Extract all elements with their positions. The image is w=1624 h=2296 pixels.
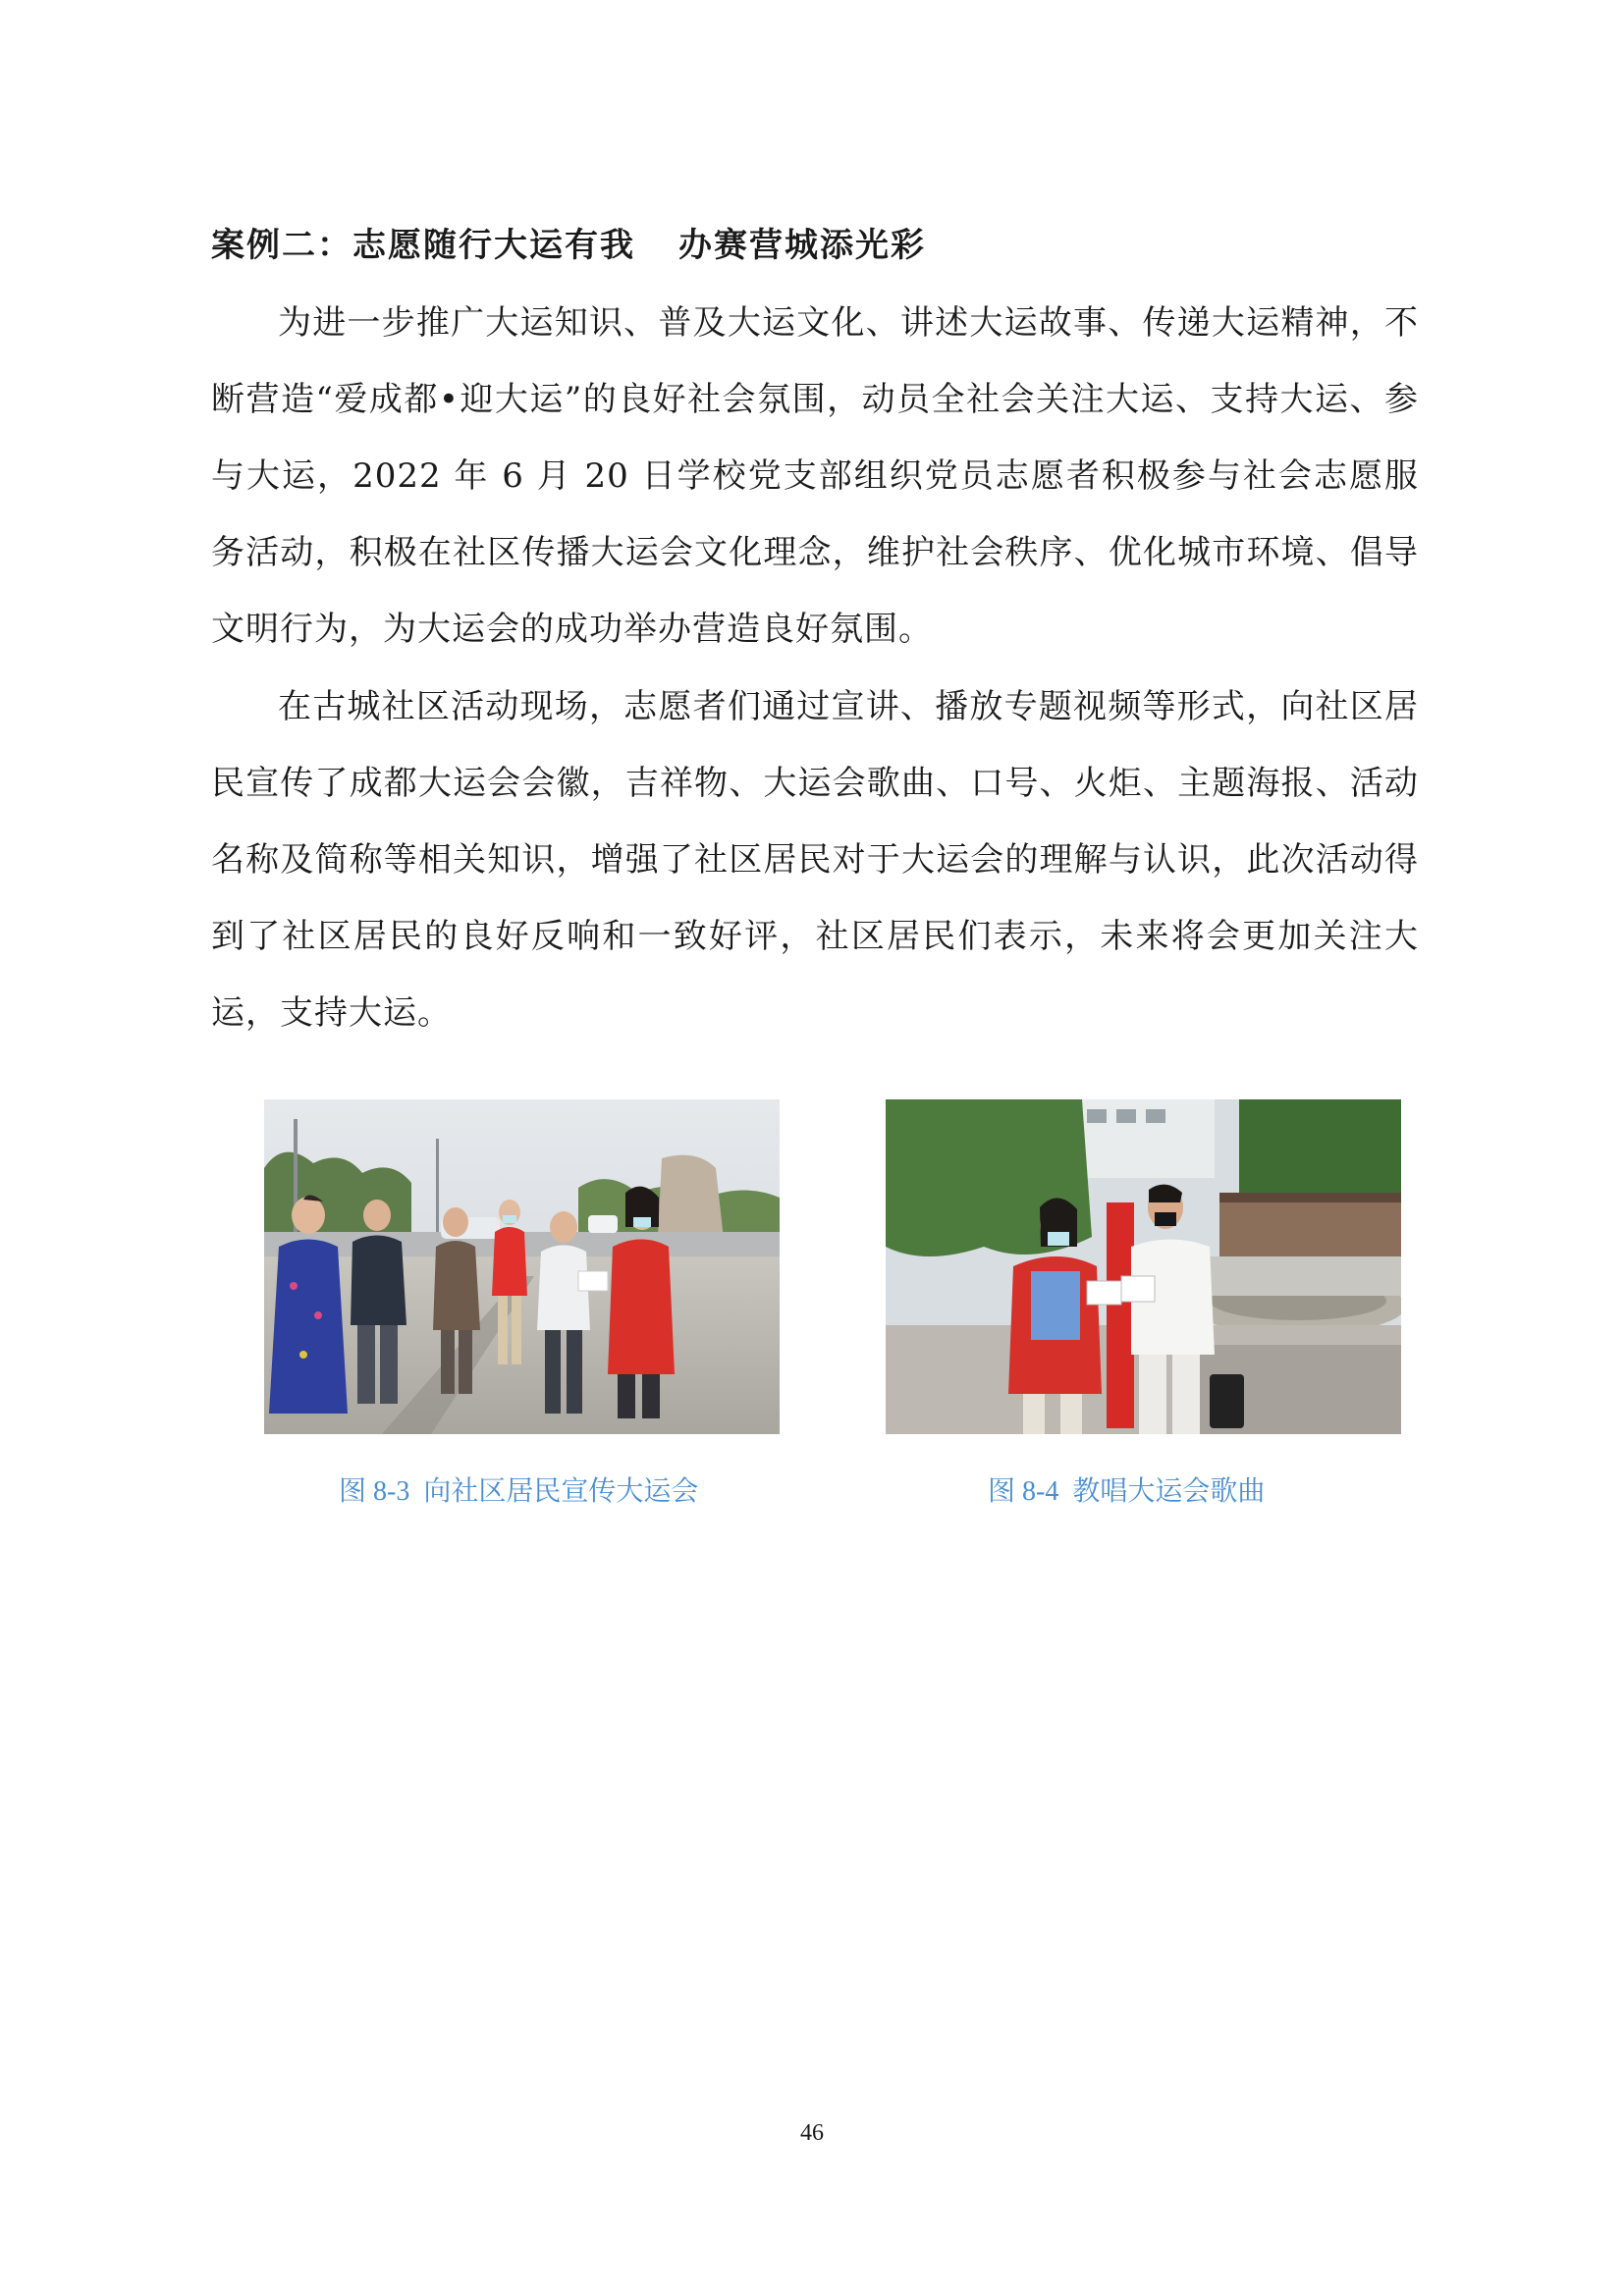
heading-part-1: 案例二：志愿随行大运有我	[211, 226, 635, 265]
figure-caption-text-1: 向社区居民宣传大运会	[423, 1474, 699, 1507]
figure-caption-text-2: 教唱大运会歌曲	[1072, 1474, 1266, 1507]
page-number: 46	[800, 2120, 824, 2146]
figure-caption-2	[988, 1469, 1265, 1509]
photo-teaching-song	[886, 1099, 1401, 1434]
heading-part-2: 办赛营城添光彩	[678, 226, 926, 265]
figure-number-1: 图 8-3	[339, 1476, 410, 1507]
figure-number-2: 图 8-4	[988, 1476, 1059, 1507]
figure-caption-1	[339, 1469, 698, 1509]
section-heading	[211, 218, 926, 266]
paragraph-2: 在古城社区活动现场，志愿者们通过宣讲、播放专题视频等形式，向社区居民宣传了成都大运会会徽，吉祥物、大运会歌曲、口号、火炬、主题海报、活动名称及简称等相关知识，增强了社区居民对于大运会的理解与认识，此次活动得到了社区居民的良好反响和一致好评，社区居民们表示，未来将会更加关注大运，支持大运。	[211, 687, 1419, 1033]
photo-community-residents	[264, 1099, 780, 1434]
paragraph-1: 为进一步推广大运知识、普及大运文化、讲述大运故事、传递大运精神，不断营造“爱成都•迎大运”的良好社会氛围，动员全社会关注大运、支持大运、参与大运，2022 年 6 月 20 日学校党支部组织党员志愿者积极参与社会志愿服务活动，积极在社区传播大运会文化理念，维护社会秩序、优化城市环境、倡导文明行为，为大运会的成功举办营造良好氛围。	[211, 303, 1419, 649]
